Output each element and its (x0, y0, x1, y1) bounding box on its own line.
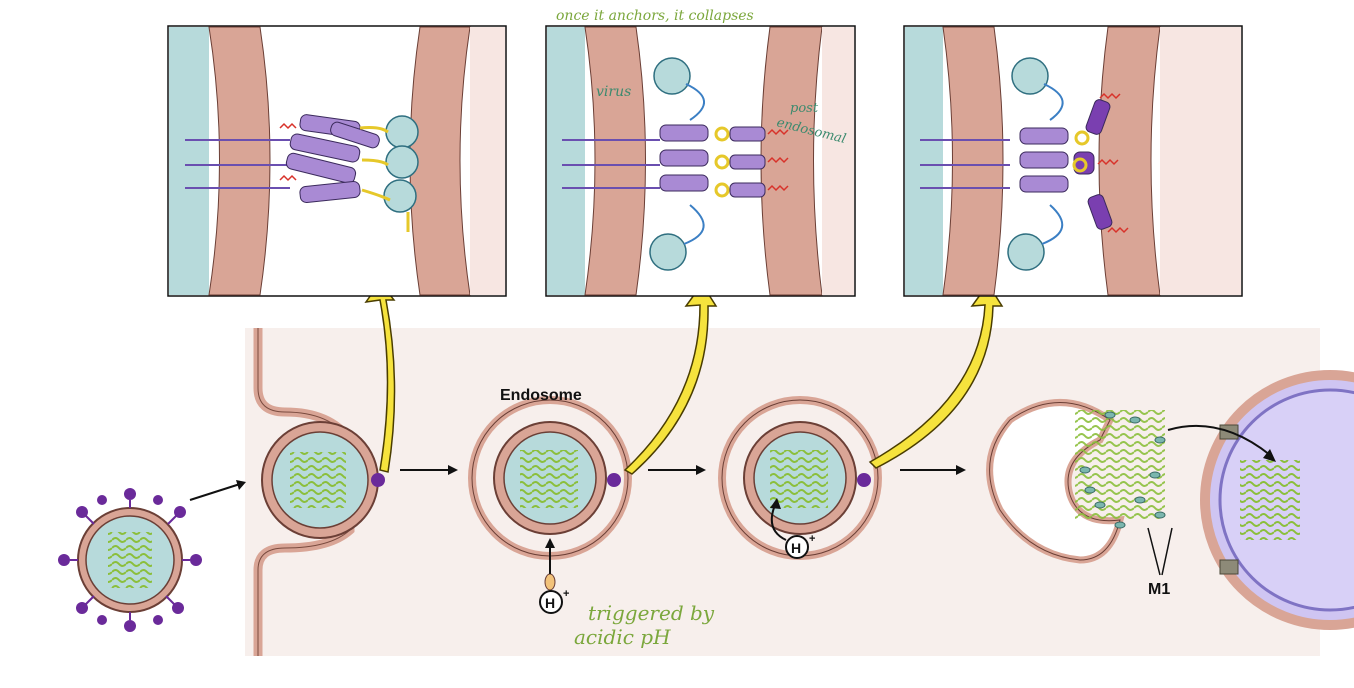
note-acidic: acidic pH (574, 625, 671, 649)
svg-text:+: + (809, 533, 816, 545)
note-endosomal: endosomal (775, 115, 848, 148)
svg-text:H: H (791, 540, 802, 556)
note-once-anchors: once it anchors, it collapses (556, 8, 754, 24)
fusion-panel-1 (168, 26, 506, 296)
svg-text:+: + (563, 588, 570, 600)
released-rnp (1075, 410, 1165, 528)
m1-label: M1 (1148, 581, 1171, 598)
note-virus: virus (596, 84, 632, 100)
virus-particle (58, 488, 202, 632)
endosome-label: Endosome (500, 387, 582, 404)
endosome-stage-3 (722, 400, 878, 556)
note-post: post (790, 101, 819, 116)
fusion-panel-3 (904, 26, 1242, 296)
svg-text:H: H (545, 595, 556, 611)
note-triggered: triggered by (588, 601, 715, 625)
fusion-panel-2 (546, 26, 855, 296)
